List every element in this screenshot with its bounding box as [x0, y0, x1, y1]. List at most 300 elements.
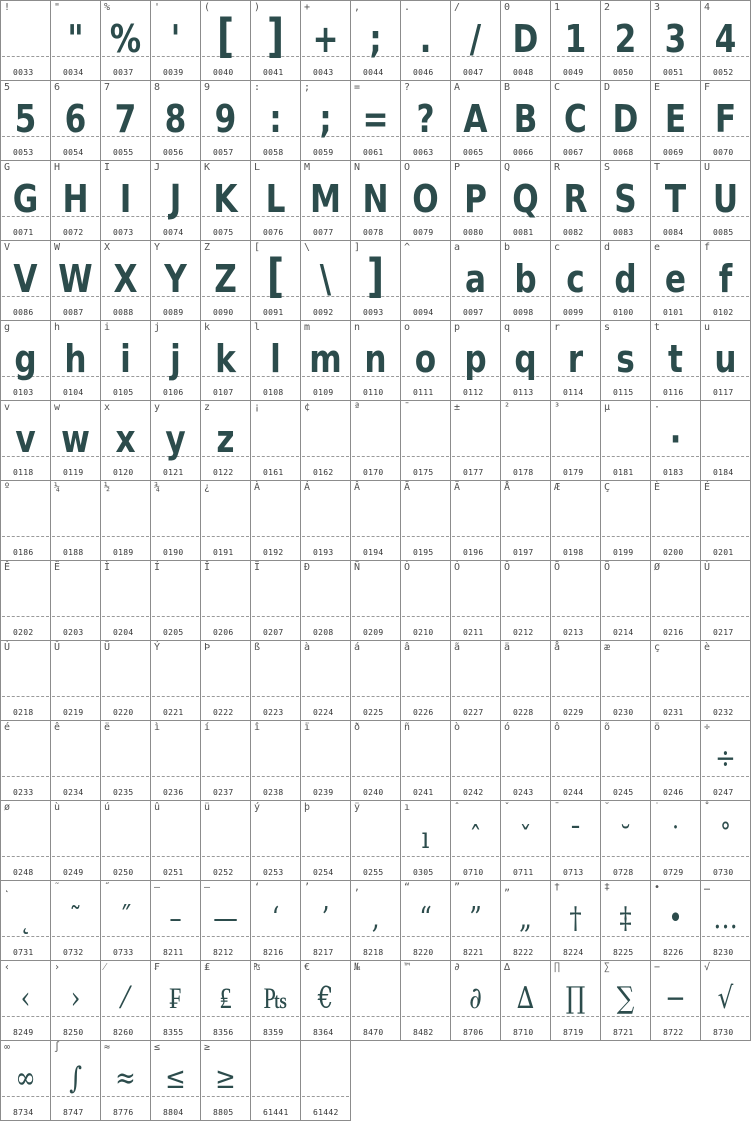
glyph-code: 0084: [663, 228, 684, 237]
glyph-code: 0046: [413, 68, 434, 77]
glyph-cell-label: Ö: [604, 562, 611, 573]
glyph-code: 8226: [663, 948, 684, 957]
glyph-sample: R: [563, 177, 588, 221]
glyph-sample: [355, 731, 395, 781]
glyph-code: 0713: [563, 868, 584, 877]
glyph-cell-label: ë: [104, 722, 111, 733]
glyph-sample: 7: [114, 97, 137, 141]
glyph-cell: [650, 160, 701, 241]
glyph-cell-label: i: [104, 322, 111, 333]
glyph-code: 0119: [63, 468, 84, 477]
glyph-code: 8359: [263, 1028, 284, 1037]
glyph-code: 0177: [463, 468, 484, 477]
glyph-code: 8804: [163, 1108, 184, 1117]
glyph-sample: [605, 491, 645, 541]
glyph-sample: [605, 411, 645, 461]
glyph-sample: +: [312, 17, 339, 61]
glyph-cell: [400, 800, 451, 881]
glyph-cell-label: √: [704, 962, 711, 973]
glyph-code: 0255: [363, 868, 384, 877]
glyph-sample: [605, 571, 645, 621]
glyph-cell: [300, 80, 351, 161]
glyph-cell: [350, 560, 401, 641]
glyph-cell-label: ∞: [4, 1042, 11, 1053]
glyph-code: 0227: [463, 708, 484, 717]
glyph-cell: [450, 800, 501, 881]
glyph-sample: [55, 651, 95, 701]
glyph-sample: [355, 491, 395, 541]
glyph-code: 0115: [613, 388, 634, 397]
glyph-sample: A: [463, 97, 488, 141]
glyph-code: 0198: [563, 548, 584, 557]
glyph-cell-label: ø: [4, 802, 11, 813]
glyph-code: 0253: [263, 868, 284, 877]
glyph-cell: [100, 720, 151, 801]
glyph-cell-label: ³: [554, 402, 561, 413]
glyph-code: 0040: [213, 68, 234, 77]
glyph-cell: [650, 720, 701, 801]
glyph-cell-label: ˆ: [454, 802, 461, 813]
glyph-cell-label: ˘: [604, 802, 611, 813]
glyph-cell-label: Ø: [654, 562, 661, 573]
glyph-code: 0216: [663, 628, 684, 637]
glyph-cell-label: Ý: [154, 642, 161, 653]
glyph-cell-label: €: [304, 962, 311, 973]
glyph-cell: [650, 880, 701, 961]
glyph-cell-label: s: [604, 322, 611, 333]
glyph-code: 61442: [313, 1108, 339, 1117]
glyph-sample: ˇ: [519, 821, 532, 856]
glyph-code: 0065: [463, 148, 484, 157]
glyph-sample: [555, 731, 595, 781]
glyph-cell: [200, 800, 251, 881]
glyph-cell-label: M: [304, 162, 311, 173]
glyph-cell-label: ;: [304, 82, 311, 93]
glyph-cell: [500, 800, 551, 881]
glyph-sample: ÷: [715, 741, 736, 776]
glyph-sample: i: [120, 337, 131, 381]
glyph-sample: s: [616, 337, 635, 381]
glyph-sample: B: [513, 97, 538, 141]
glyph-code: 61441: [263, 1108, 289, 1117]
glyph-code: 8222: [513, 948, 534, 957]
glyph-cell: [150, 400, 201, 481]
glyph-cell-label: c: [554, 242, 561, 253]
glyph-cell: [200, 960, 251, 1041]
glyph-cell: [50, 0, 101, 81]
glyph-code: 0247: [713, 788, 734, 797]
glyph-code: 0056: [163, 148, 184, 157]
glyph-cell-label: —: [204, 882, 211, 893]
glyph-code: 0214: [613, 628, 634, 637]
glyph-code: 0224: [313, 708, 334, 717]
glyph-sample: ∆: [516, 981, 535, 1016]
glyph-cell-label: ú: [104, 802, 111, 813]
glyph-cell: [650, 640, 701, 721]
glyph-cell-label: \: [304, 242, 311, 253]
glyph-code: 0066: [513, 148, 534, 157]
glyph-code: 0239: [313, 788, 334, 797]
glyph-cell-label: ö: [654, 722, 661, 733]
glyph-code: 8710: [513, 1028, 534, 1037]
glyph-sample: –: [169, 901, 182, 936]
glyph-code: 0097: [463, 308, 484, 317]
glyph-cell: [650, 480, 701, 561]
glyph-cell-label: ∑: [604, 962, 611, 973]
glyph-cell: [450, 240, 501, 321]
glyph-code: 0192: [263, 548, 284, 557]
glyph-code: 0245: [613, 788, 634, 797]
glyph-code: 0100: [613, 308, 634, 317]
glyph-sample: J: [169, 177, 182, 221]
glyph-cell-label: Y: [154, 242, 161, 253]
glyph-sample: [455, 411, 495, 461]
glyph-sample: [5, 11, 45, 61]
glyph-cell-label: ‚: [354, 882, 361, 893]
glyph-cell: [250, 880, 301, 961]
glyph-cell-label: q: [504, 322, 511, 333]
glyph-sample: [255, 491, 295, 541]
glyph-sample: ∫: [69, 1061, 82, 1096]
glyph-cell-label: w: [54, 402, 61, 413]
glyph-code: 0109: [313, 388, 334, 397]
glyph-cell-label: Ò: [404, 562, 411, 573]
glyph-code: 8249: [13, 1028, 34, 1037]
glyph-sample: [255, 731, 295, 781]
glyph-sample: [705, 411, 745, 461]
glyph-code: 0210: [413, 628, 434, 637]
glyph-cell: [50, 160, 101, 241]
glyph-cell: [250, 240, 301, 321]
glyph-cell: [600, 880, 651, 961]
glyph-sample: ·: [669, 417, 682, 461]
glyph-cell-label: þ: [304, 802, 311, 813]
glyph-cell: [650, 80, 701, 161]
glyph-cell-label: =: [354, 82, 361, 93]
glyph-sample: ?: [416, 97, 435, 141]
glyph-cell: [300, 1040, 351, 1121]
glyph-sample: ∂: [469, 981, 482, 1016]
glyph-sample: [405, 571, 445, 621]
glyph-code: 0252: [213, 868, 234, 877]
glyph-cell-label: ª: [354, 402, 361, 413]
glyph-cell-label: í: [204, 722, 211, 733]
glyph-cell-label: U: [704, 162, 711, 173]
glyph-sample: [355, 811, 395, 861]
glyph-sample: —: [213, 901, 238, 936]
glyph-code: 0033: [13, 68, 34, 77]
glyph-cell: [350, 800, 401, 881]
glyph-cell-label: â: [404, 642, 411, 653]
glyph-cell: [200, 160, 251, 241]
glyph-cell-label: (: [204, 2, 211, 13]
glyph-code: 8250: [63, 1028, 84, 1037]
glyph-cell-label: v: [4, 402, 11, 413]
glyph-code: 0085: [713, 228, 734, 237]
glyph-sample: [555, 491, 595, 541]
glyph-code: 0055: [113, 148, 134, 157]
glyph-code: 0194: [363, 548, 384, 557]
glyph-cell-label: R: [554, 162, 561, 173]
glyph-cell-label: m: [304, 322, 311, 333]
glyph-cell: [300, 480, 351, 561]
glyph-cell-label: Å: [504, 482, 511, 493]
glyph-code: 0236: [163, 788, 184, 797]
glyph-sample: 4: [714, 17, 737, 61]
glyph-code: 0059: [313, 148, 334, 157]
glyph-sample: m: [309, 337, 342, 381]
glyph-code: 0162: [313, 468, 334, 477]
glyph-cell: [450, 720, 501, 801]
glyph-cell: [450, 480, 501, 561]
glyph-cell: [700, 560, 751, 641]
glyph-cell: [300, 720, 351, 801]
glyph-sample: [: [266, 249, 285, 303]
glyph-cell: [700, 880, 751, 961]
glyph-sample: ˘: [619, 821, 632, 856]
glyph-cell: [0, 0, 51, 81]
glyph-cell-label: ∏: [554, 962, 561, 973]
glyph-cell-label: ±: [454, 402, 461, 413]
glyph-cell-label: ²: [504, 402, 511, 413]
glyph-cell-label: ä: [504, 642, 511, 653]
glyph-cell: [200, 880, 251, 961]
glyph-cell: [550, 560, 601, 641]
glyph-cell-label: “: [404, 882, 411, 893]
glyph-cell: [300, 240, 351, 321]
glyph-code: 0117: [713, 388, 734, 397]
glyph-code: 0237: [213, 788, 234, 797]
glyph-cell-label: µ: [604, 402, 611, 413]
glyph-code: 0048: [513, 68, 534, 77]
glyph-cell-label: ·: [654, 402, 661, 413]
glyph-sample: ‚: [371, 901, 380, 936]
glyph-code: 0205: [163, 628, 184, 637]
glyph-sample: L: [265, 177, 286, 221]
glyph-sample: ˝: [119, 901, 132, 936]
glyph-code: 0106: [163, 388, 184, 397]
glyph-sample: [305, 1051, 345, 1101]
glyph-cell: [700, 480, 751, 561]
glyph-cell-label: Ï: [254, 562, 261, 573]
glyph-cell-label: W: [54, 242, 61, 253]
glyph-code: 8355: [163, 1028, 184, 1037]
glyph-sample: „: [519, 901, 532, 936]
glyph-code: 0037: [113, 68, 134, 77]
glyph-sample: ≥: [215, 1061, 236, 1096]
glyph-sample: x: [115, 417, 136, 461]
glyph-cell-label: ˇ: [504, 802, 511, 813]
glyph-cell: [300, 0, 351, 81]
glyph-cell-label: 0: [504, 2, 511, 13]
glyph-code: 0078: [363, 228, 384, 237]
glyph-sample: [255, 1051, 295, 1101]
glyph-cell: [400, 720, 451, 801]
glyph-cell-label: D: [604, 82, 611, 93]
glyph-cell: [100, 320, 151, 401]
glyph-code: 0201: [713, 548, 734, 557]
glyph-cell-label: É: [704, 482, 711, 493]
glyph-cell: [250, 720, 301, 801]
glyph-cell-label: k: [204, 322, 211, 333]
glyph-cell: [400, 560, 451, 641]
glyph-cell-label: ç: [654, 642, 661, 653]
glyph-code: 0120: [113, 468, 134, 477]
glyph-sample: F: [714, 97, 737, 141]
glyph-cell: [700, 240, 751, 321]
glyph-cell: [650, 320, 701, 401]
glyph-sample: X: [113, 257, 138, 301]
glyph-cell-label: X: [104, 242, 111, 253]
glyph-sample: U: [712, 177, 739, 221]
glyph-code: 0251: [163, 868, 184, 877]
glyph-sample: [405, 251, 445, 301]
glyph-code: 0092: [313, 308, 334, 317]
glyph-cell-label: ≈: [104, 1042, 111, 1053]
glyph-cell: [500, 240, 551, 321]
glyph-cell: [350, 480, 401, 561]
glyph-sample: n: [364, 337, 387, 381]
glyph-sample: [55, 811, 95, 861]
glyph-cell: [450, 0, 501, 81]
glyph-sample: V: [13, 257, 38, 301]
glyph-code: 0080: [463, 228, 484, 237]
glyph-cell-label: I: [104, 162, 111, 173]
glyph-sample: %: [109, 17, 142, 61]
glyph-code: 0114: [563, 388, 584, 397]
glyph-cell: [450, 640, 501, 721]
glyph-sample: ;: [369, 17, 382, 61]
glyph-cell-label: ∫: [54, 1042, 61, 1053]
glyph-code: 0230: [613, 708, 634, 717]
glyph-cell: [250, 400, 301, 481]
glyph-cell: [50, 480, 101, 561]
glyph-cell-label: l: [254, 322, 261, 333]
glyph-sample: .: [419, 17, 432, 61]
glyph-cell-label: ô: [554, 722, 561, 733]
glyph-cell-label: ð: [354, 722, 361, 733]
glyph-sample: [255, 651, 295, 701]
glyph-cell-label: L: [254, 162, 261, 173]
glyph-sample: ’: [321, 901, 330, 936]
glyph-cell-label: G: [4, 162, 11, 173]
glyph-code: 0098: [513, 308, 534, 317]
glyph-cell-label: !: [4, 2, 11, 13]
glyph-code: 0710: [463, 868, 484, 877]
glyph-cell: [700, 720, 751, 801]
glyph-code: 0052: [713, 68, 734, 77]
glyph-code: 0043: [313, 68, 334, 77]
glyph-cell-label: ˚: [704, 802, 711, 813]
glyph-cell-label: á: [354, 642, 361, 653]
glyph-cell: [700, 400, 751, 481]
glyph-cell-label: F: [704, 82, 711, 93]
glyph-cell: [250, 800, 301, 881]
glyph-cell: [600, 80, 651, 161]
glyph-cell: [700, 80, 751, 161]
glyph-cell-label: à: [304, 642, 311, 653]
glyph-cell: [150, 640, 201, 721]
glyph-cell-label: ˜: [54, 882, 61, 893]
glyph-code: 0732: [63, 948, 84, 957]
glyph-cell-label: ›: [54, 962, 61, 973]
glyph-cell-label: T: [654, 162, 661, 173]
glyph-cell-label: ,: [354, 2, 361, 13]
glyph-sample: [355, 971, 395, 1021]
glyph-cell: [500, 880, 551, 961]
glyph-cell-label: î: [254, 722, 261, 733]
glyph-cell: [0, 240, 51, 321]
glyph-cell: [250, 80, 301, 161]
glyph-code: 0067: [563, 148, 584, 157]
glyph-code: 0075: [213, 228, 234, 237]
glyph-sample: 5: [14, 97, 37, 141]
glyph-code: 0218: [13, 708, 34, 717]
glyph-cell: [300, 320, 351, 401]
glyph-cell: [550, 240, 601, 321]
glyph-code: 0074: [163, 228, 184, 237]
glyph-code: 0105: [113, 388, 134, 397]
glyph-code: 0731: [13, 948, 34, 957]
glyph-cell-label: ≤: [154, 1042, 161, 1053]
glyph-cell-label: o: [404, 322, 411, 333]
glyph-code: 8356: [213, 1028, 234, 1037]
glyph-cell-label: Ú: [4, 642, 11, 653]
glyph-cell-label: J: [154, 162, 161, 173]
glyph-cell-label: Î: [204, 562, 211, 573]
glyph-cell-label: [: [254, 242, 261, 253]
glyph-cell-label: û: [154, 802, 161, 813]
glyph-sample: [605, 731, 645, 781]
glyph-cell: [200, 640, 251, 721]
glyph-cell-label: –: [154, 882, 161, 893]
glyph-cell: [50, 880, 101, 961]
glyph-sample: [455, 651, 495, 701]
glyph-cell-label: Ó: [454, 562, 461, 573]
glyph-sample: [405, 411, 445, 461]
glyph-cell-label: ê: [54, 722, 61, 733]
glyph-cell: [500, 640, 551, 721]
glyph-code: 0225: [363, 708, 384, 717]
glyph-cell-label: p: [454, 322, 461, 333]
glyph-code: 8482: [413, 1028, 434, 1037]
glyph-sample: ˜: [69, 901, 82, 936]
glyph-cell: [0, 640, 51, 721]
glyph-cell: [450, 160, 501, 241]
glyph-cell: [550, 160, 601, 241]
glyph-cell-label: t: [654, 322, 661, 333]
glyph-code: 0183: [663, 468, 684, 477]
glyph-sample: Z: [214, 257, 237, 301]
glyph-code: 0121: [163, 468, 184, 477]
glyph-cell: [450, 400, 501, 481]
glyph-cell: [100, 800, 151, 881]
glyph-sample: [305, 491, 345, 541]
glyph-code: 0175: [413, 468, 434, 477]
glyph-cell: [250, 640, 301, 721]
glyph-code: 0122: [213, 468, 234, 477]
glyph-sample: [105, 571, 145, 621]
glyph-cell-label: Á: [304, 482, 311, 493]
glyph-sample: C: [564, 97, 587, 141]
glyph-sample: p: [464, 337, 487, 381]
glyph-cell: [0, 720, 51, 801]
glyph-sample: r: [567, 337, 584, 381]
glyph-cell: [300, 960, 351, 1041]
glyph-cell-label: ¾: [154, 482, 161, 493]
glyph-cell: [700, 320, 751, 401]
glyph-cell: [400, 880, 451, 961]
